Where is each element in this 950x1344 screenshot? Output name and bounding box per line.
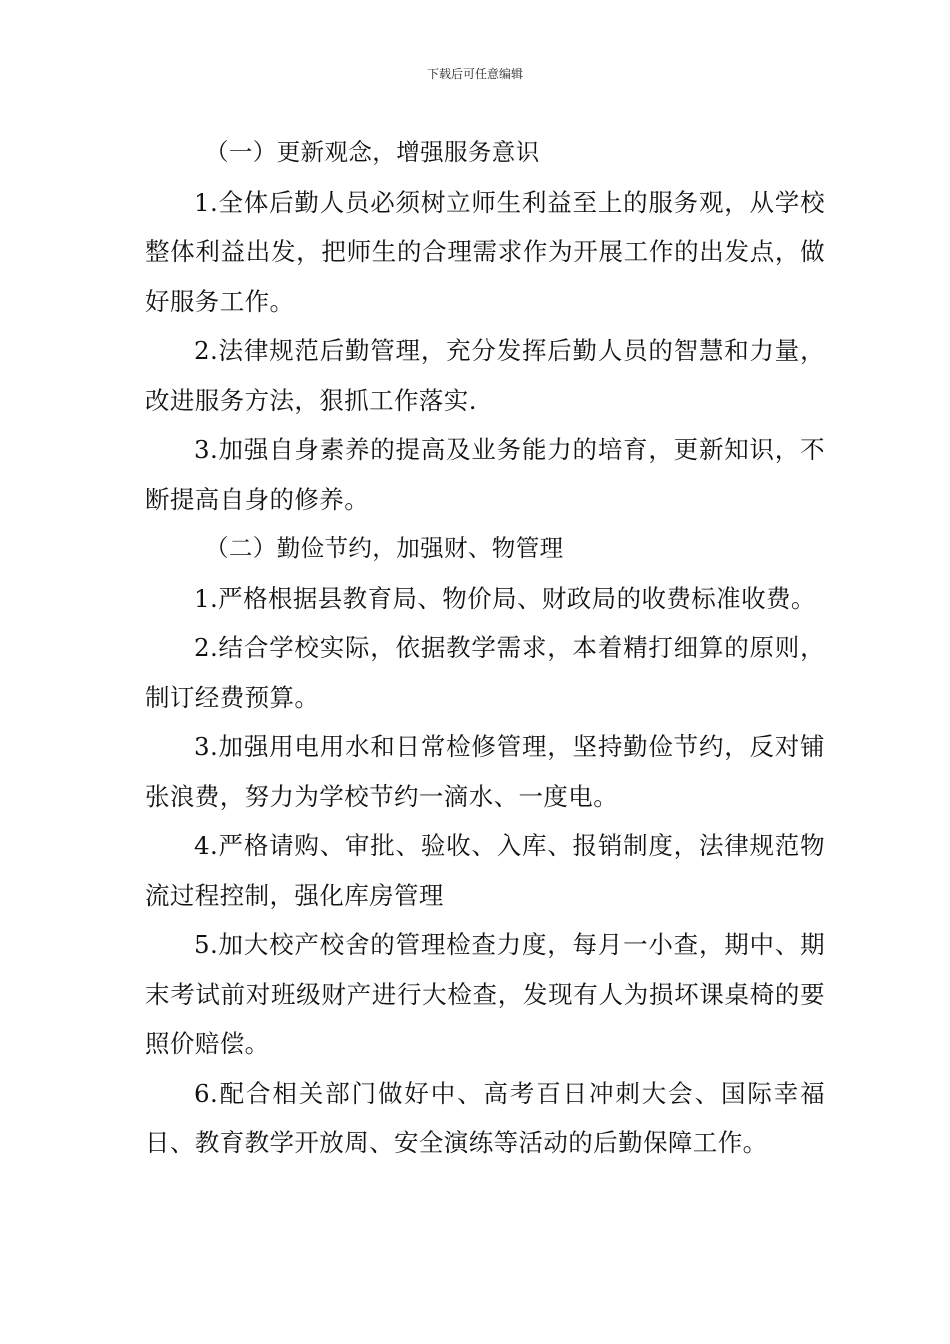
list-item: 6.配合相关部门做好中、高考百日冲刺大会、国际幸福日、教育教学开放周、安全演练等活动的后勤保障工作。: [145, 1078, 825, 1157]
section-heading: （二）勤俭节约，加强财、物管理: [205, 534, 564, 562]
list-item: 2.法律规范后勤管理，充分发挥后勤人员的智慧和力量，改进服务方法，狠抓工作落实.: [145, 336, 825, 415]
list-item: 2.结合学校实际，依据教学需求，本着精打细算的原则，制订经费预算。: [145, 633, 825, 712]
section-heading: （一）更新观念，增强服务意识: [205, 138, 540, 166]
list-item: 1.全体后勤人员必须树立师生利益至上的服务观，从学校整体利益出发，把师生的合理需求作为开展工作的出发点，做好服务工作。: [145, 187, 825, 316]
document-body: [145, 128, 825, 1168]
list-item: 3.加强用电用水和日常检修管理，坚持勤俭节约，反对铺张浪费，努力为学校节约一滴水、一度电。: [145, 732, 825, 811]
list-item: 5.加大校产校舍的管理检查力度，每月一小查，期中、期末考试前对班级财产进行大检查，发现有人为损坏课桌椅的要照价赔偿。: [145, 930, 825, 1058]
list-item: 3.加强自身素养的提高及业务能力的培育，更新知识，不断提高自身的修养。: [145, 435, 825, 514]
page-header: 下载后可任意编辑: [426, 67, 523, 81]
list-item: 1.严格根据县教育局、物价局、财政局的收费标准收费。: [194, 583, 816, 613]
list-item: 4.严格请购、审批、验收、入库、报销制度，法律规范物流过程控制，强化库房管理: [145, 831, 825, 910]
